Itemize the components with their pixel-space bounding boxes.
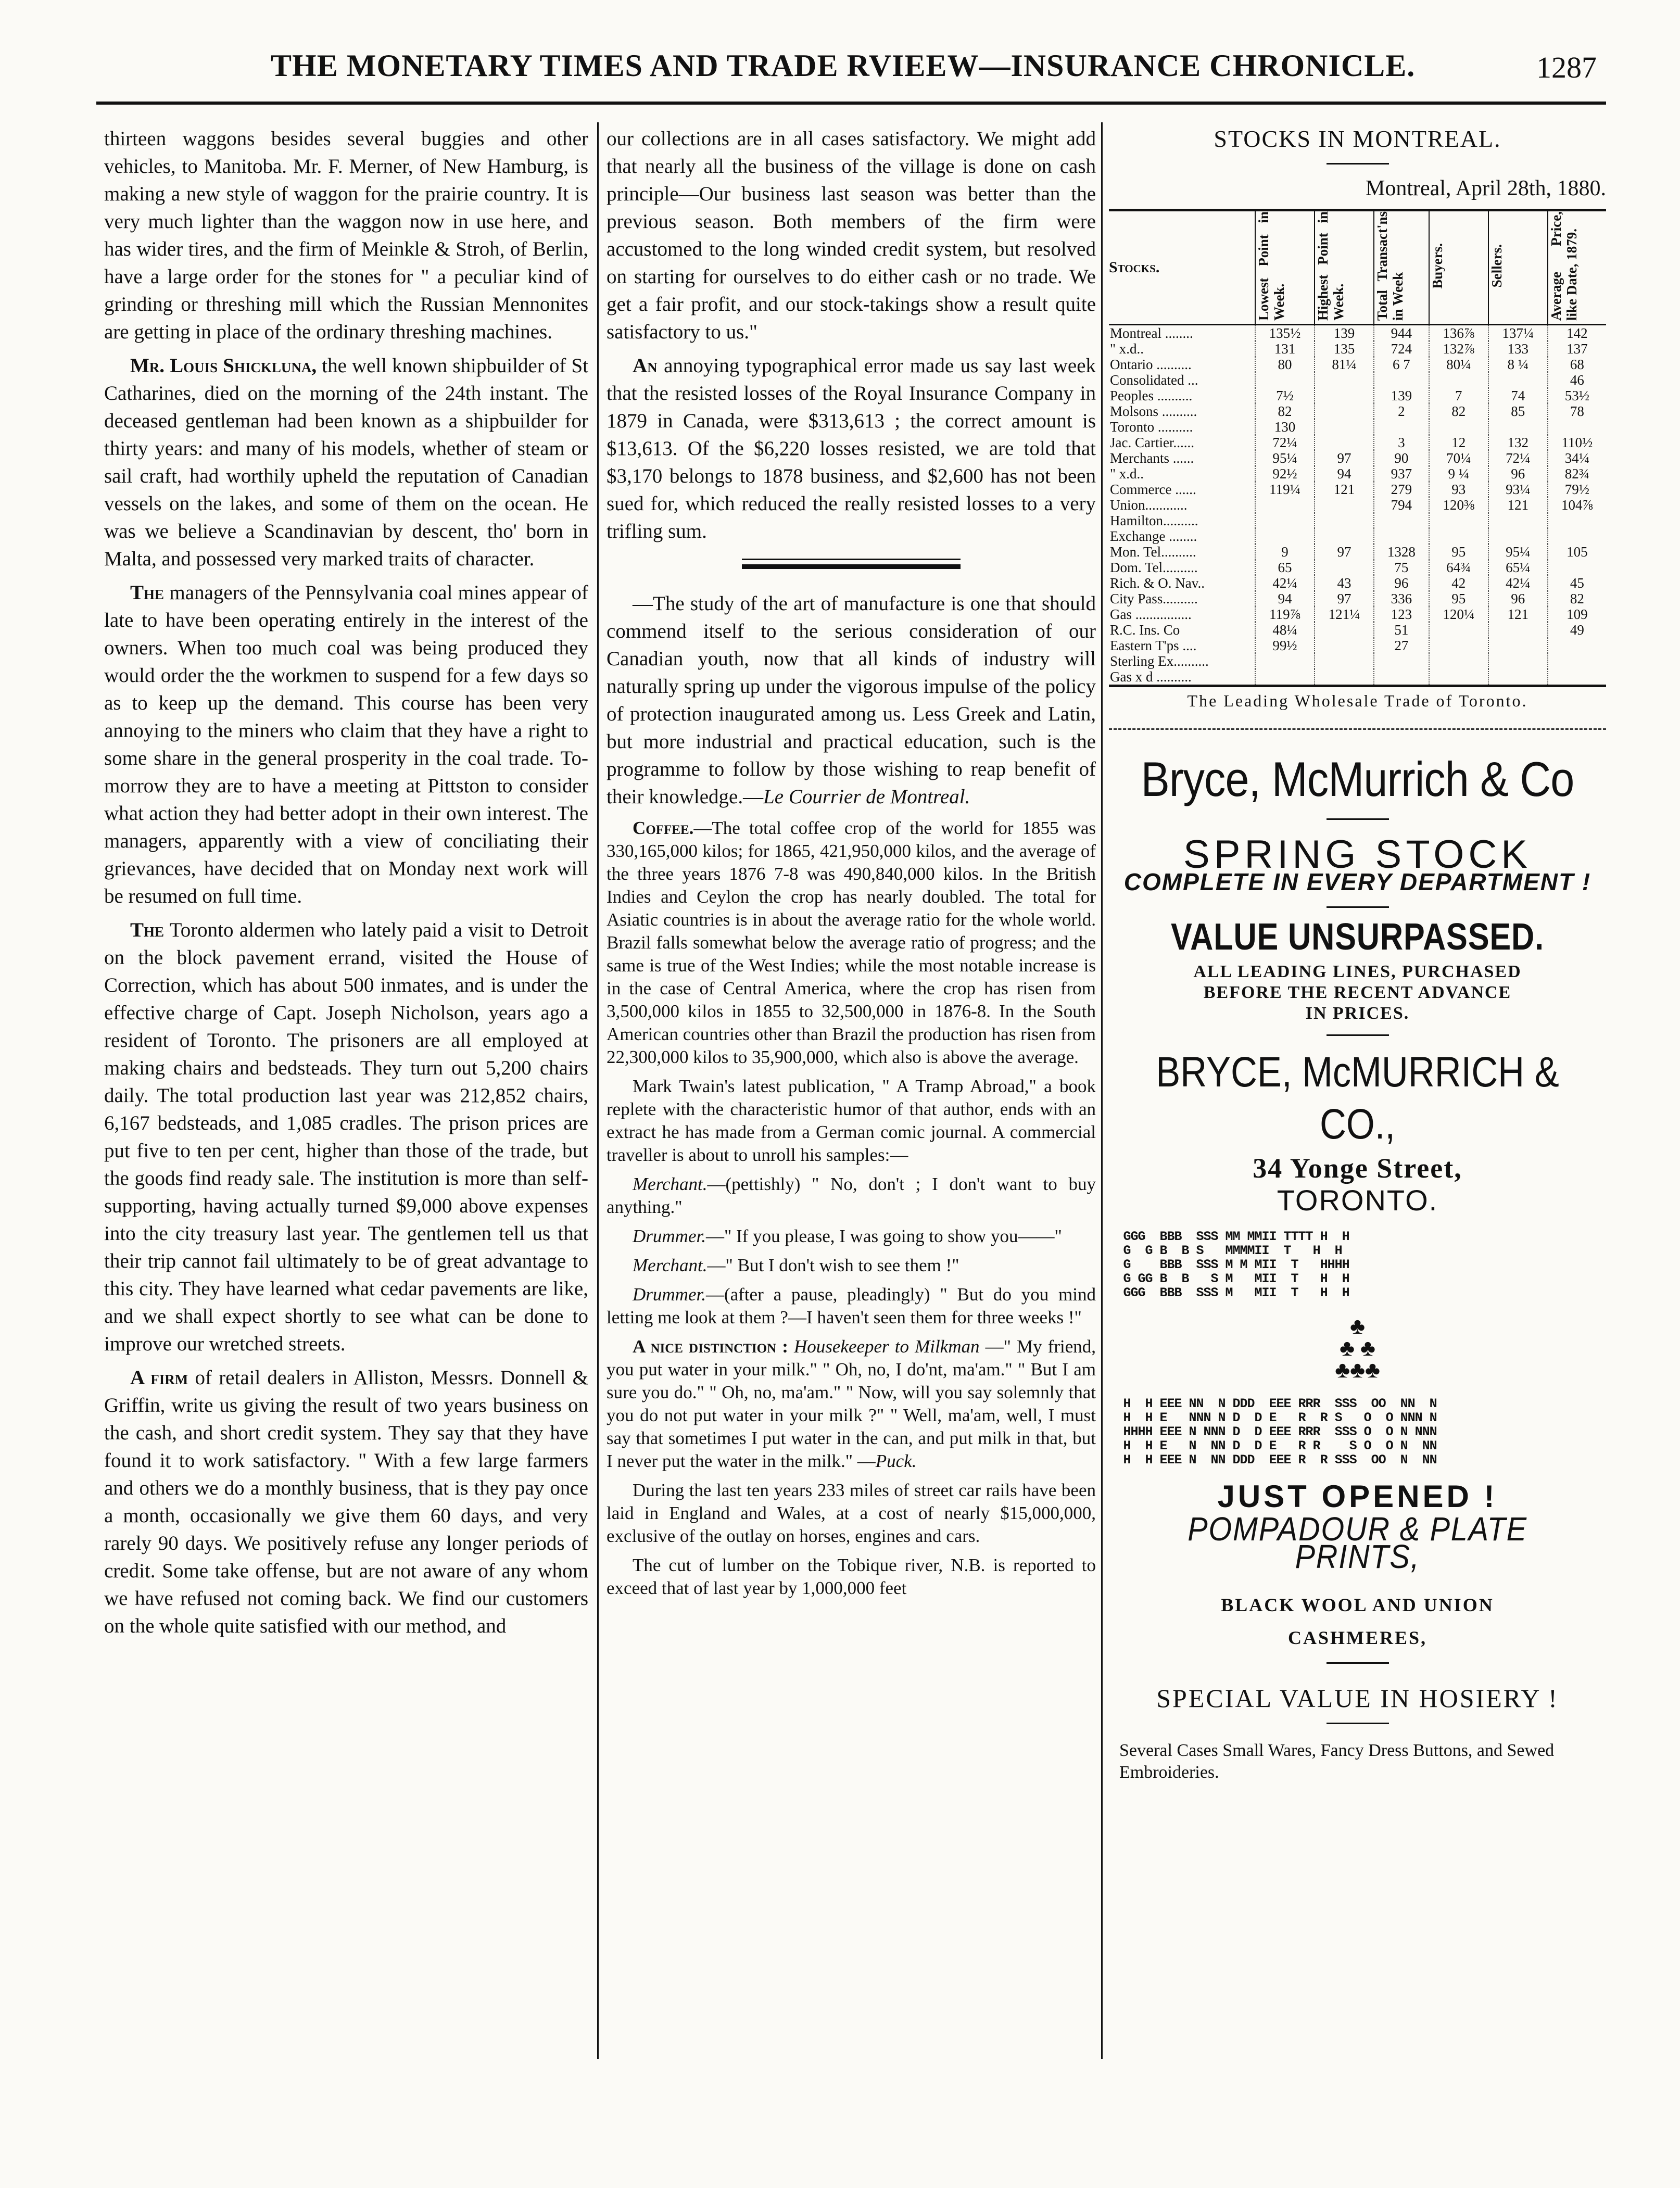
speaker: Drummer. — [633, 1226, 706, 1246]
stock-value-cell: 7½ — [1255, 388, 1315, 403]
article-paragraph: thirteen waggons besides several buggies and other vehicles, to Manitoba. Mr. F. Merner, of New Hamburg, is making a new style of waggon for the prairie country. It is very much lighter than the waggon now in use here, and has wider tires, and the firm of Meinkle & Stroh, of Berlin, have a large order for the stones for " a peculiar kind of grinding or threshing mill which the Russian Mennonites are getting in place of the ordinary threshing machines. — [104, 128, 588, 343]
table-row — [1109, 528, 1606, 544]
stock-name-cell: R.C. Ins. Co — [1110, 622, 1180, 638]
stock-name-cell: Hamilton.......... — [1110, 513, 1198, 528]
stock-value-cell — [1488, 419, 1548, 435]
article-paragraph — [104, 352, 588, 573]
column-header-label: Total Transact'ns in Week — [1374, 211, 1406, 321]
stock-value-cell: 92½ — [1255, 466, 1315, 482]
table-row — [1109, 388, 1606, 403]
leading-lines-line: ALL LEADING LINES, PURCHASED — [1193, 962, 1522, 981]
stock-value-cell: 97 — [1315, 450, 1374, 466]
table-row — [1109, 591, 1606, 606]
stock-value-cell — [1488, 653, 1548, 669]
stock-value-cell — [1548, 513, 1606, 528]
stocks-header-row — [1109, 210, 1606, 325]
stock-name-cell: Commerce ...... — [1110, 482, 1196, 497]
stock-value-cell: 93¼ — [1488, 482, 1548, 497]
stock-value-cell: 142 — [1548, 325, 1606, 342]
stock-value-cell: 279 — [1374, 482, 1429, 497]
stock-value-cell: 68 — [1548, 357, 1606, 372]
complete-tagline: COMPLETE IN EVERY DEPARTMENT ! — [1123, 868, 1591, 895]
firm-heading: Bryce, McMurrich & Co — [1141, 752, 1574, 806]
article-paragraph — [607, 590, 1096, 811]
stock-name-cell: Montreal ........ — [1110, 325, 1193, 341]
stock-value-cell: 135 — [1315, 341, 1374, 357]
article-paragraph: The cut of lumber on the Tobique river, N.B. is reported to exceed that of last year by 1,000,000 feet — [607, 1555, 1096, 1598]
table-row — [1109, 450, 1606, 466]
stock-value-cell — [1315, 653, 1374, 669]
wholesale-caption: The Leading Wholesale Trade of Toronto. — [1187, 691, 1528, 710]
stock-value-cell — [1548, 419, 1606, 435]
stock-value-cell: 97 — [1315, 544, 1374, 560]
stock-value-cell: 1328 — [1374, 544, 1429, 560]
stock-value-cell — [1315, 528, 1374, 544]
column-header-label: Lowest Point in Week. — [1256, 211, 1287, 321]
stock-value-cell: 136⅞ — [1429, 325, 1488, 342]
stock-value-cell — [1548, 653, 1606, 669]
stock-name-cell: Toronto .......... — [1110, 419, 1193, 435]
stock-value-cell — [1429, 638, 1488, 653]
stock-value-cell: 42 — [1429, 575, 1488, 591]
ornamental-lettering-top: GGG BBB SSS MM MMII TTTT H H G G B B S MMMMII T H H G BBB SSS M M MII T HHHH G GG B B S M MII T H H GGG BBB SSS M MII T H H — [1123, 1229, 1349, 1300]
stock-value-cell: 78 — [1548, 403, 1606, 419]
paragraph-text: of retail dealers in Alliston, Messrs. Donnell & Griffin, write us giving the result of two years business on the cash, and short credit system. They say that they have found it to work satisfactory. " With a few large farmers and others we do a monthly business, that is they pay once a month, occasionally we give them 60 days, and very rarely 90 days. We positively refuse any longer periods of credit. Some take offense, but are not aware of any whom we have refused not coming back. We find our customers on the whole quite satisfied with our method, and — [104, 1367, 588, 1637]
stock-value-cell — [1429, 669, 1488, 686]
article-paragraph: our collections are in all cases satisfactory. We might add that nearly all the business of the village is done on cash principle—Our business last season was better than the previous season. Both members of the firm were accustomed to the long winded credit system, but resolved on starting for ourselves to do either cash or no trade. We get a fair profit, and our stock-takings show a result quite satisfactory to us." — [607, 128, 1096, 343]
table-row — [1109, 466, 1606, 482]
paragraph-text: —The study of the art of manufacture is one that should commend itself to the serious consideration of our Canadian youth, now that all kinds of industry will naturally spring up under the vigorous impulse of the policy of protection inaugurated among us. Less Greek and Latin, but more industrial and practical education, such is the programme to follow by those wishing to reap benefit of their knowledge.— — [607, 592, 1096, 808]
stock-value-cell: 9 ¼ — [1429, 466, 1488, 482]
article-paragraph — [104, 579, 588, 910]
paragraph-text: managers of the Pennsylvania coal mines appear of late to have been operating entirely in the interest of the owners. When too much coal was being produced they would order the the workmen to suspend for a few days so as to keep up the demand. This course has been very annoying to the miners who claim that they have a right to some share in the general prosperity in the coal trade. To-morrow they are to have a meeting at Pittston to consider what action they had better adopt in their own interest. The managers, apparently with a view of conciliating their grievances, have decided that on Monday next work will be resumed on full time. — [104, 581, 588, 907]
table-row — [1109, 435, 1606, 450]
stock-value-cell: 2 — [1374, 403, 1429, 419]
stock-value-cell — [1429, 419, 1488, 435]
stock-value-cell: 123 — [1374, 606, 1429, 622]
table-row — [1109, 482, 1606, 497]
lead-in-italic: Housekeeper to Milkman — [788, 1336, 980, 1357]
stock-value-cell: 121 — [1315, 482, 1374, 497]
column-2 — [607, 125, 1096, 2061]
stock-value-cell — [1315, 372, 1374, 388]
stock-value-cell: 132⅞ — [1429, 341, 1488, 357]
stock-name-cell: Gas ................ — [1110, 606, 1192, 622]
stock-value-cell — [1488, 638, 1548, 653]
stock-value-cell: 104⅞ — [1548, 497, 1606, 513]
stock-name-cell: Exchange ........ — [1110, 528, 1197, 544]
article-paragraph — [607, 1335, 1096, 1473]
stock-name-cell: Peoples .......... — [1110, 388, 1193, 403]
stock-value-cell — [1374, 419, 1429, 435]
table-row — [1109, 544, 1606, 560]
stock-value-cell: 72¼ — [1255, 435, 1315, 450]
publication-title: THE MONETARY TIMES AND TRADE RVIEEW—INSURANCE CHRONICLE. — [271, 48, 1416, 83]
hosiery-heading: SPECIAL VALUE IN HOSIERY ! — [1156, 1684, 1559, 1713]
stock-value-cell: 70¼ — [1429, 450, 1488, 466]
stock-value-cell: 49 — [1548, 622, 1606, 638]
stock-name-cell: Consolidated ... — [1110, 372, 1198, 388]
stock-value-cell: 43 — [1315, 575, 1374, 591]
stock-value-cell: 96 — [1488, 591, 1548, 606]
stock-value-cell — [1255, 669, 1315, 686]
city: TORONTO. — [1277, 1184, 1438, 1217]
stocks-column-header — [1374, 210, 1429, 325]
stock-value-cell — [1488, 622, 1548, 638]
source-citation: Le Courrier de Montreal. — [763, 786, 970, 808]
stock-value-cell: 64¾ — [1429, 560, 1488, 575]
stock-value-cell: 8 ¼ — [1488, 357, 1548, 372]
stock-name-cell: Jac. Cartier...... — [1110, 435, 1194, 450]
stock-value-cell: 944 — [1374, 325, 1429, 342]
stock-value-cell: 95¼ — [1255, 450, 1315, 466]
dialogue-line — [607, 1173, 1096, 1219]
stock-value-cell: 121 — [1488, 606, 1548, 622]
stock-value-cell: 121¼ — [1315, 606, 1374, 622]
paragraph-text: annoying typographical error made us say last week that the resisted losses of the Royal Insurance Company in 1879 in Canada, were $313,613 ; the correct amount is $13,613. Of the $6,220 losses resisted, we are told that $3,170 belongs to 1878 business, and $2,600 has not been sued for, which reduced the really resisted losses to a very trifling sum. — [607, 355, 1096, 542]
advertisement — [1109, 751, 1606, 1784]
stocks-column-header: Stocks. — [1109, 210, 1255, 325]
stock-value-cell — [1548, 528, 1606, 544]
stock-value-cell: 121 — [1488, 497, 1548, 513]
stock-name-cell: Merchants ...... — [1110, 450, 1194, 466]
stock-value-cell: 135½ — [1255, 325, 1315, 342]
black-wool-line: BLACK WOOL AND UNION — [1221, 1595, 1494, 1615]
table-row — [1109, 357, 1606, 372]
page-header — [0, 48, 1680, 95]
stock-value-cell: 794 — [1374, 497, 1429, 513]
stock-value-cell — [1315, 419, 1374, 435]
stock-value-cell — [1255, 497, 1315, 513]
stock-value-cell: 93 — [1429, 482, 1488, 497]
stock-value-cell — [1488, 528, 1548, 544]
stock-name-cell: Dom. Tel.......... — [1110, 560, 1198, 575]
stock-value-cell: 137¼ — [1488, 325, 1548, 342]
lead-in: A nice distinction : — [633, 1336, 788, 1357]
stock-value-cell: 80 — [1255, 357, 1315, 372]
stock-value-cell — [1429, 513, 1488, 528]
stock-value-cell: 95 — [1429, 591, 1488, 606]
value-heading: VALUE UNSURPASSED. — [1171, 916, 1544, 958]
stock-value-cell: 105 — [1548, 544, 1606, 560]
paragraph-text: Toronto aldermen who lately paid a visit to Detroit on the block pavement errand, visited the House of Correction, which has about 500 inmates, and is under the effective charge of Capt. Joseph Nicholson, years ago a resident of Toronto. The prisoners are all employed at making chairs and bedsteads. They turn out 5,200 chairs daily. The total production last year was 212,852 chairs, 6,167 bedsteads, and 1,085 cradles. The prison prices are put five to ten per cent, higher than those of the trade, but the goods find ready sale. The institution is more than self-supporting, having actually turned $9,000 above expenses into the city treasury last year. The gentlemen tell us that their trip cannot fail ultimately to be of great advantage to this city. They have learned what cedar pavements are like, and we shall expect shortly to see what can be done to improve our wretched streets. — [104, 919, 588, 1355]
table-row — [1109, 622, 1606, 638]
table-row — [1109, 606, 1606, 622]
short-divider — [1327, 1034, 1389, 1036]
paragraph-text: —" My friend, you put water in your milk." " Oh, no, I do'nt, ma'am." " But I am sure you do." " Oh, no, ma'am." " Now, will you say solemnly that you do not put water in your milk ?" " Well, ma'am, well, I must say that sometimes I put water in the can, and put milk in that, but I never put the water in the milk." — — [607, 1336, 1096, 1471]
lead-in: The — [130, 581, 165, 604]
stock-value-cell: 85 — [1488, 403, 1548, 419]
stock-value-cell: 96 — [1374, 575, 1429, 591]
stock-value-cell — [1315, 388, 1374, 403]
stock-value-cell: 45 — [1548, 575, 1606, 591]
stock-value-cell: 94 — [1255, 591, 1315, 606]
stock-value-cell: 7 — [1429, 388, 1488, 403]
stock-value-cell — [1255, 372, 1315, 388]
dialogue-line — [607, 1225, 1096, 1248]
short-divider — [1327, 818, 1389, 820]
stock-value-cell: 119⅞ — [1255, 606, 1315, 622]
stock-value-cell: 110½ — [1548, 435, 1606, 450]
stock-value-cell: 132 — [1488, 435, 1548, 450]
stock-value-cell: 131 — [1255, 341, 1315, 357]
leading-lines-text — [1109, 962, 1606, 1024]
table-row — [1109, 497, 1606, 513]
stock-value-cell: 139 — [1315, 325, 1374, 342]
stock-value-cell: 34¼ — [1548, 450, 1606, 466]
stock-value-cell: 82 — [1429, 403, 1488, 419]
stock-value-cell: 97 — [1315, 591, 1374, 606]
stock-value-cell: 336 — [1374, 591, 1429, 606]
stock-value-cell: 95 — [1429, 544, 1488, 560]
stock-value-cell — [1374, 513, 1429, 528]
stock-name-cell: City Pass.......... — [1110, 591, 1198, 606]
stocks-column-header — [1429, 210, 1488, 325]
article-paragraph: Mark Twain's latest publication, " A Tramp Abroad," a book replete with the characteristic humor of that author, ends with an extract he has made from a German comic journal. A commercial traveller is about to unroll his samples:— — [607, 1076, 1096, 1165]
stock-value-cell — [1488, 372, 1548, 388]
lead-in: An — [633, 355, 658, 377]
article-paragraph — [607, 352, 1096, 545]
stock-value-cell: 724 — [1374, 341, 1429, 357]
stock-value-cell — [1315, 669, 1374, 686]
stock-value-cell — [1315, 560, 1374, 575]
article-paragraph: During the last ten years 233 miles of street car rails have been laid in England and Wales, at a cost of nearly $15,000,000, exclusive of the outlay on horses, engines and cars. — [607, 1480, 1096, 1546]
stock-value-cell: 95¼ — [1488, 544, 1548, 560]
stock-value-cell — [1429, 372, 1488, 388]
stock-value-cell: 82 — [1255, 403, 1315, 419]
stock-value-cell — [1548, 638, 1606, 653]
stock-value-cell: 99½ — [1255, 638, 1315, 653]
article-paragraph — [104, 1364, 588, 1640]
column-3 — [1109, 125, 1606, 2061]
ornamental-lettering-bottom: H H EEE NN N DDD EEE RRR SSS OO NN N H H E NNN N D D E R R S O O NNN N HHHH EEE N NNN D D EEE RRR SSS O O N NNN H H E N NN D D E R R S O O N NN H H EEE N NN DDD EEE R R SSS OO N NN — [1123, 1396, 1437, 1468]
source-citation: Puck. — [875, 1451, 917, 1471]
stock-name-cell: Molsons .......... — [1110, 403, 1197, 419]
table-row — [1109, 372, 1606, 388]
stock-value-cell — [1548, 669, 1606, 686]
stock-value-cell: 937 — [1374, 466, 1429, 482]
stocks-column-header — [1548, 210, 1606, 325]
stock-value-cell: 79½ — [1548, 482, 1606, 497]
stock-value-cell: 48¼ — [1255, 622, 1315, 638]
stock-value-cell — [1374, 372, 1429, 388]
stock-value-cell — [1429, 653, 1488, 669]
stock-value-cell: 96 — [1488, 466, 1548, 482]
short-divider — [1327, 1662, 1389, 1664]
stock-value-cell — [1255, 653, 1315, 669]
stock-value-cell — [1374, 528, 1429, 544]
stock-name-cell: " x.d.. — [1110, 466, 1144, 482]
dialogue-text: —" If you please, I was going to show you——" — [705, 1226, 1062, 1246]
stock-value-cell — [1255, 513, 1315, 528]
stock-value-cell — [1315, 622, 1374, 638]
header-rule — [96, 102, 1606, 105]
table-row — [1109, 560, 1606, 575]
dialogue-text: —(pettishly) " No, don't ; I don't want to buy anything." — [607, 1174, 1096, 1217]
column-rule-2 — [1101, 122, 1103, 2059]
stock-value-cell — [1315, 403, 1374, 419]
paragraph-text: the well known shipbuilder of St Catharines, died on the morning of the 24th instant. The deceased gentleman had been known as a shipbuilder for thirty years: and many of his models, whether of steam or sail craft, had worthily upheld the reputation of Canadian vessels on the lakes, and some of them on the ocean. He was we believe a Scandinavian by descent, tho' born in Malta, and possessed very marked traits of character. — [104, 355, 588, 570]
stock-value-cell — [1315, 497, 1374, 513]
trefoil-ornament-icon: ♣ ♣ ♣ ♣♣♣ — [1335, 1313, 1380, 1383]
stocks-date: Montreal, April 28th, 1880. — [1366, 176, 1606, 200]
article-paragraph — [607, 817, 1096, 1069]
column-header-label: Average Price, like Date, 1879. — [1548, 211, 1580, 321]
leading-lines-line: IN PRICES. — [1305, 1004, 1410, 1023]
stock-name-cell: Union............ — [1110, 497, 1188, 513]
stock-value-cell: 65¼ — [1488, 560, 1548, 575]
speaker: Merchant. — [633, 1174, 708, 1194]
stock-value-cell: 42¼ — [1488, 575, 1548, 591]
just-opened-heading: JUST OPENED ! — [1217, 1479, 1498, 1514]
table-row — [1109, 325, 1606, 342]
stock-value-cell: 42¼ — [1255, 575, 1315, 591]
stock-value-cell: 81¼ — [1315, 357, 1374, 372]
table-row — [1109, 638, 1606, 653]
stock-value-cell — [1548, 560, 1606, 575]
stock-value-cell: 65 — [1255, 560, 1315, 575]
stock-value-cell: 9 — [1255, 544, 1315, 560]
stock-name-cell: Rich. & O. Nav.. — [1110, 575, 1205, 591]
stock-value-cell — [1315, 513, 1374, 528]
stock-value-cell: 53½ — [1548, 388, 1606, 403]
section-divider — [742, 559, 961, 569]
table-row — [1109, 513, 1606, 528]
stock-value-cell: 133 — [1488, 341, 1548, 357]
stocks-body — [1109, 325, 1606, 686]
stock-value-cell: 82¾ — [1548, 466, 1606, 482]
table-row — [1109, 419, 1606, 435]
stock-name-cell: " x.d.. — [1110, 341, 1144, 357]
pompadour-heading: POMPADOUR & PLATE PRINTS, — [1188, 1510, 1527, 1575]
lead-in: Mr. Louis Shickluna, — [130, 355, 317, 377]
stock-name-cell: Mon. Tel.......... — [1110, 544, 1196, 560]
stock-name-cell: Sterling Ex.......... — [1110, 653, 1209, 669]
stock-value-cell: 12 — [1429, 435, 1488, 450]
stock-value-cell: 75 — [1374, 560, 1429, 575]
table-row — [1109, 653, 1606, 669]
stock-name-cell: Eastern T'ps .... — [1110, 638, 1197, 653]
table-row — [1109, 403, 1606, 419]
stock-value-cell: 109 — [1548, 606, 1606, 622]
stock-value-cell: 27 — [1374, 638, 1429, 653]
lead-in: The — [130, 919, 165, 941]
stock-value-cell: 6 7 — [1374, 357, 1429, 372]
short-divider — [1327, 906, 1389, 908]
stocks-title: STOCKS IN MONTREAL. — [1214, 125, 1501, 152]
stock-name-cell: Ontario .......... — [1110, 357, 1192, 372]
stock-value-cell: 72¼ — [1488, 450, 1548, 466]
dialogue-line — [607, 1283, 1096, 1329]
stocks-column-header — [1315, 210, 1374, 325]
short-divider — [1327, 1723, 1389, 1724]
column-header-label: Sellers. — [1488, 244, 1505, 288]
stock-value-cell: 139 — [1374, 388, 1429, 403]
spring-stock-heading: SPRING STOCK — [1183, 832, 1532, 877]
stock-value-cell: 82 — [1548, 591, 1606, 606]
wavy-divider — [1109, 721, 1606, 730]
dialogue-text: —" But I don't wish to see them !" — [707, 1255, 959, 1275]
stock-value-cell: 119¼ — [1255, 482, 1315, 497]
stock-value-cell — [1315, 435, 1374, 450]
stock-value-cell — [1429, 528, 1488, 544]
lead-in: Coffee. — [633, 818, 694, 838]
page-number: 1287 — [1536, 50, 1597, 84]
speaker: Merchant. — [633, 1255, 708, 1275]
table-row — [1109, 575, 1606, 591]
stock-value-cell — [1255, 528, 1315, 544]
short-divider — [1327, 163, 1389, 165]
column-header-label: Buyers. — [1429, 243, 1445, 289]
stock-value-cell: 51 — [1374, 622, 1429, 638]
stocks-column-header — [1488, 210, 1548, 325]
stock-value-cell: 130 — [1255, 419, 1315, 435]
speaker: Drummer. — [633, 1284, 706, 1305]
table-row — [1109, 669, 1606, 686]
stock-value-cell — [1488, 513, 1548, 528]
stock-name-cell: Gas x d .......... — [1110, 669, 1192, 685]
cashmeres-line: CASHMERES, — [1287, 1627, 1428, 1648]
column-1 — [104, 125, 588, 2061]
stock-value-cell — [1374, 669, 1429, 686]
paragraph-text: —The total coffee crop of the world for 1855 was 330,165,000 kilos; for 1865, 421,950,000 kilos, and the average of the three years 1876 7-8 was 490,840,000 kilos. In the British Indies and Ceylon the crop has nearly doubled. The total for Asiatic countries is in about the average ratio for the whole world. Brazil falls somewhat below the average ratio of progress; and the same is true of the West Indies; while the most notable increase is in the case of Central America, where the crop has risen from 3,500,000 kilos in 1855 to 32,500,000 in 1876-8. In the South American countries other than Brazil the production has risen from 22,300,000 kilos to 35,900,000, which also is above the average. — [607, 818, 1096, 1067]
stock-value-cell — [1315, 638, 1374, 653]
column-header-label: Highest Point in Week. — [1315, 211, 1346, 321]
small-wares-text: Several Cases Small Wares, Fancy Dress Buttons, and Sewed Embroideries. — [1119, 1741, 1555, 1782]
stock-value-cell: 3 — [1374, 435, 1429, 450]
lead-in: A firm — [130, 1367, 188, 1389]
stock-value-cell: 90 — [1374, 450, 1429, 466]
article-paragraph — [104, 916, 588, 1358]
stock-value-cell: 137 — [1548, 341, 1606, 357]
dialogue-text: —(after a pause, pleadingly) " But do you mind letting me look at them ?—I haven't seen them for three weeks !" — [607, 1284, 1096, 1327]
street-address: 34 Yonge Street, — [1253, 1153, 1462, 1184]
stocks-column-header — [1255, 210, 1315, 325]
dialogue-line — [607, 1254, 1096, 1277]
stocks-table — [1109, 209, 1606, 687]
stock-value-cell: 80¼ — [1429, 357, 1488, 372]
stock-value-cell — [1374, 653, 1429, 669]
stock-value-cell: 74 — [1488, 388, 1548, 403]
table-row — [1109, 341, 1606, 357]
stock-value-cell: 120¼ — [1429, 606, 1488, 622]
column-rule-1 — [597, 122, 599, 2059]
stock-value-cell: 46 — [1548, 372, 1606, 388]
stock-value-cell — [1488, 669, 1548, 686]
stock-value-cell: 94 — [1315, 466, 1374, 482]
firm-name: BRYCE, McMURRICH & CO., — [1156, 1048, 1559, 1148]
stock-value-cell — [1429, 622, 1488, 638]
stock-value-cell: 120⅜ — [1429, 497, 1488, 513]
leading-lines-line: BEFORE THE RECENT ADVANCE — [1203, 983, 1512, 1002]
